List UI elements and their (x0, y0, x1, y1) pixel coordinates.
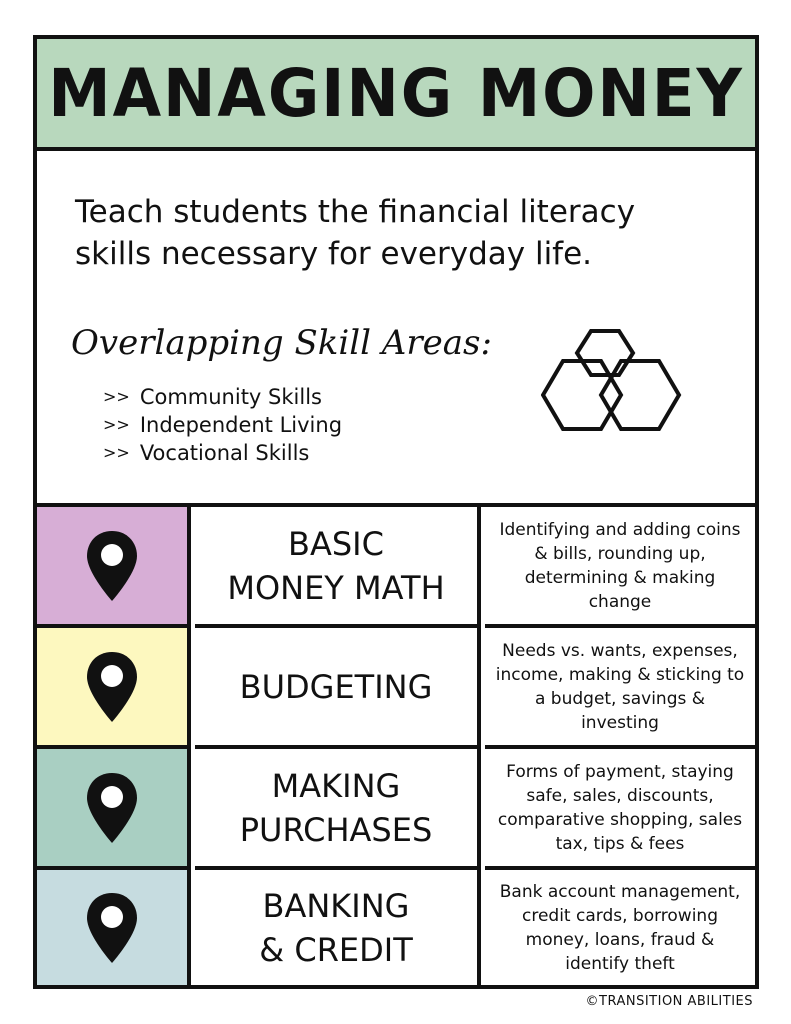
table-row (37, 749, 755, 870)
skills-heading: Overlapping Skill Areas: (71, 323, 492, 363)
row-description: Needs vs. wants, expenses, income, making & sticking to a budget, savings & investing (485, 628, 755, 749)
row-title-line: BUDGETING (239, 667, 433, 706)
skill-label: Community Skills (139, 385, 322, 409)
map-pin-icon (85, 650, 139, 724)
map-pin-icon (85, 529, 139, 603)
copyright-notice: ©TRANSITION ABILITIES (585, 994, 753, 1009)
table-row (37, 507, 755, 628)
row-title-line: BASIC (288, 524, 384, 563)
table-row (37, 628, 755, 749)
bullet-chevron-icon: >> (103, 443, 130, 462)
skill-label: Vocational Skills (139, 441, 310, 465)
row-description: Identifying and adding coins & bills, rounding up, determining & making change (485, 507, 755, 628)
row-color-swatch (37, 628, 191, 749)
row-color-swatch (37, 749, 191, 870)
row-title-line: BANKING (262, 886, 410, 925)
intro-lead-text: Teach students the financial literacy skills necessary for everyday life. (75, 194, 636, 272)
table-row (37, 870, 755, 985)
skill-item (103, 411, 342, 439)
row-color-swatch (37, 507, 191, 628)
skills-list (103, 383, 342, 467)
row-title (195, 507, 481, 628)
row-title (195, 870, 481, 985)
poster-frame (33, 35, 759, 989)
map-pin-icon (85, 771, 139, 845)
intro-panel (37, 151, 755, 507)
row-description: Forms of payment, staying safe, sales, discounts, comparative shopping, sales tax, tips & fees (485, 749, 755, 870)
row-description: Bank account management, credit cards, borrowing money, loans, fraud & identify theft (499, 881, 741, 974)
skill-item (103, 439, 342, 467)
skill-label: Independent Living (139, 413, 343, 437)
skill-item (103, 383, 342, 411)
bullet-chevron-icon: >> (103, 387, 130, 406)
row-title (195, 749, 481, 870)
title-banner (37, 39, 755, 151)
row-title-line: & CREDIT (259, 930, 413, 969)
page-title: MANAGING MONEY (48, 54, 744, 132)
row-color-swatch (37, 870, 191, 985)
map-pin-icon (85, 891, 139, 965)
bullet-chevron-icon: >> (103, 415, 130, 434)
overlapping-hexagons-icon (541, 329, 691, 444)
row-title-line: MAKING (271, 766, 401, 805)
row-title (195, 628, 481, 749)
row-title-line: MONEY MATH (227, 568, 445, 607)
row-title-line: PURCHASES (239, 810, 433, 849)
